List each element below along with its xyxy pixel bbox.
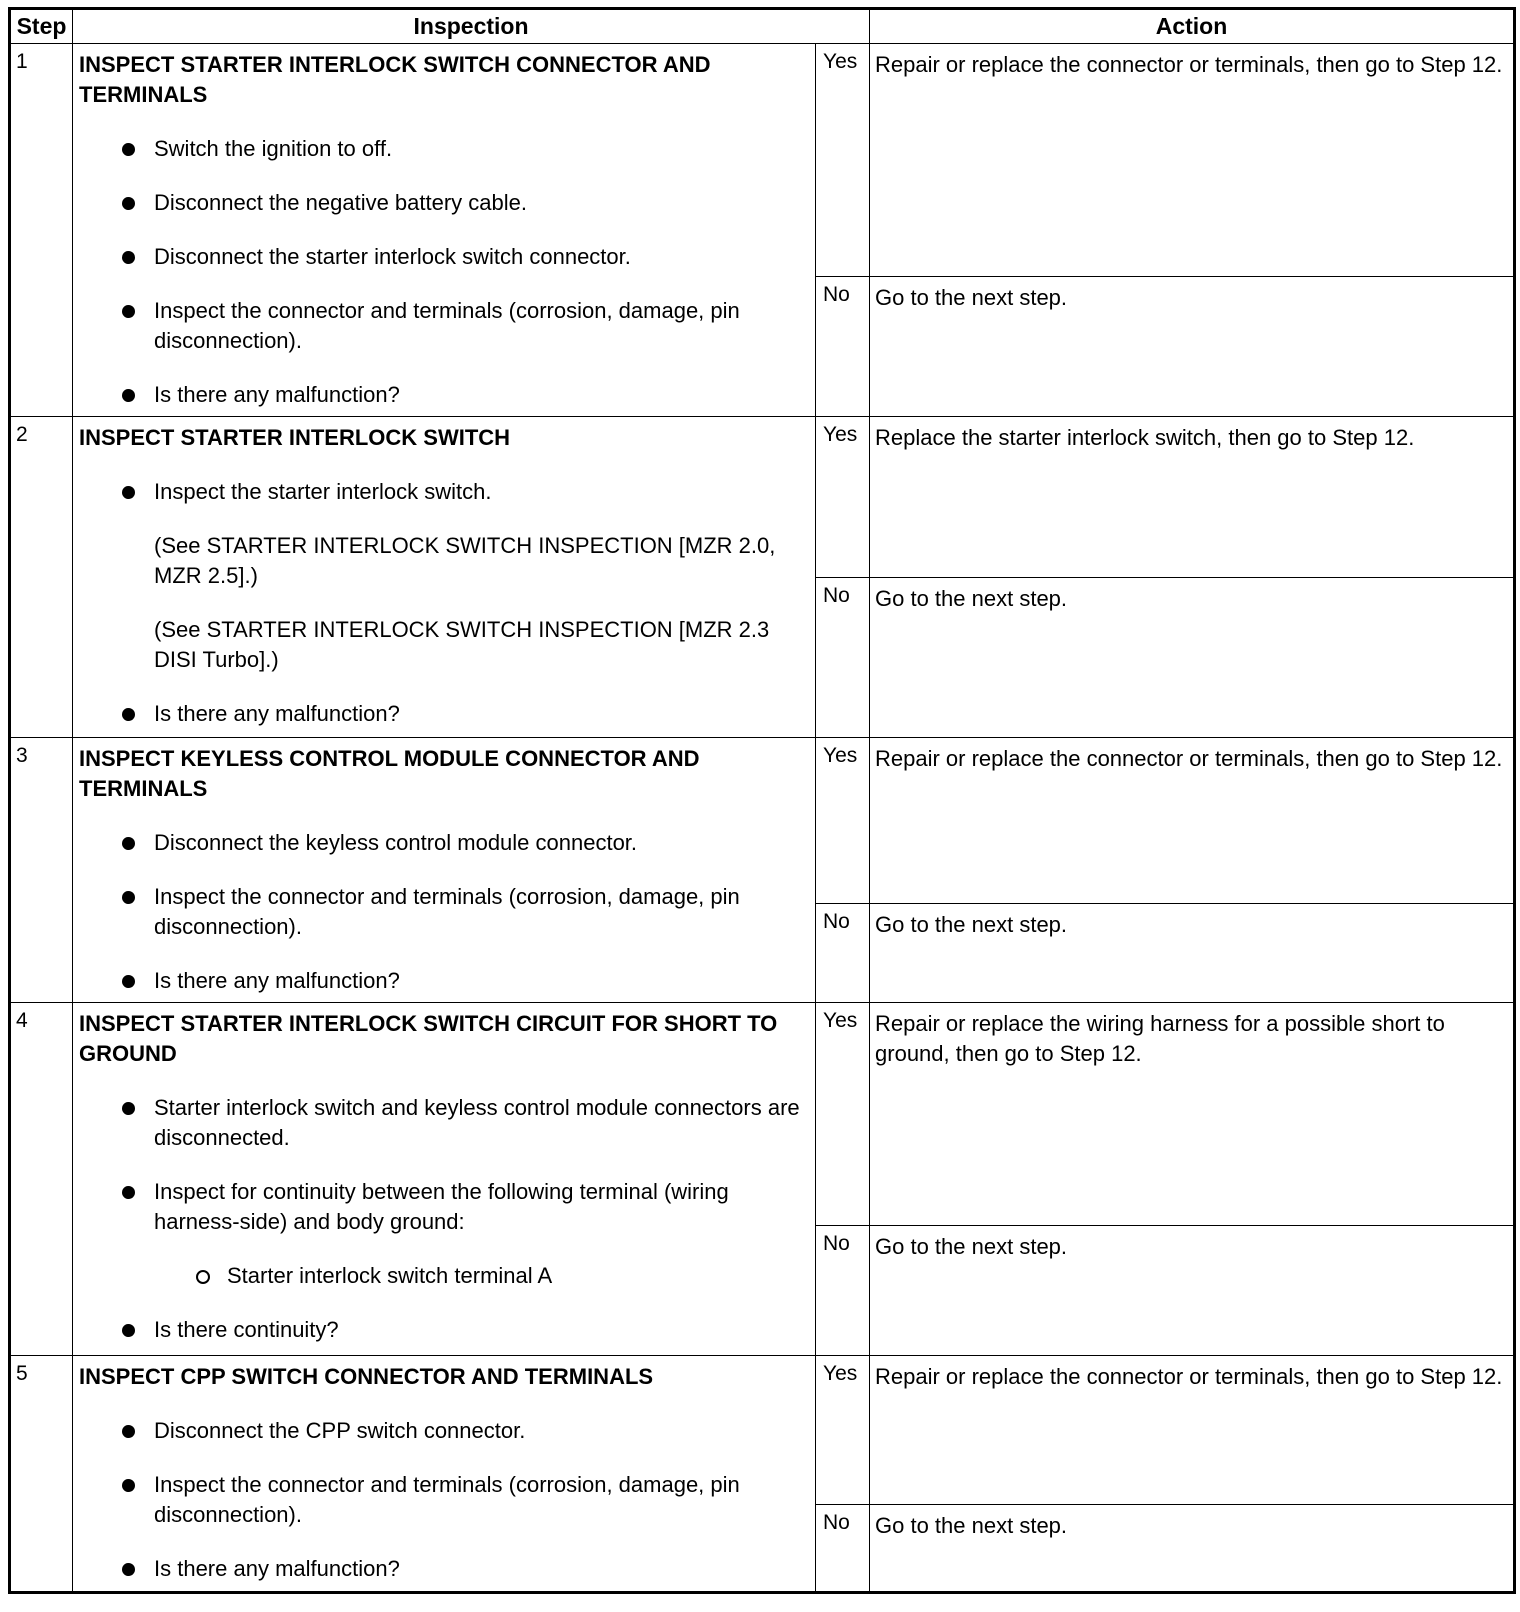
list-item: Starter interlock switch and keyless control module connectors are disconnected.: [79, 1093, 809, 1153]
yes-label: Yes: [816, 1356, 870, 1505]
bullet-icon: [122, 837, 135, 850]
inspection-cell: [73, 1356, 816, 1593]
step-number: 4: [10, 1003, 73, 1356]
bullet-icon: [122, 1186, 135, 1199]
step-title: INSPECT CPP SWITCH CONNECTOR AND TERMINALS: [79, 1364, 654, 1389]
table-row: [10, 1003, 1515, 1226]
inspection-cell: [73, 417, 816, 738]
bullet-icon: [122, 1102, 135, 1115]
header-step: Step: [10, 9, 73, 44]
bullet-icon: [122, 1425, 135, 1438]
step-number: 1: [10, 44, 73, 417]
list-item: Disconnect the starter interlock switch connector.: [79, 242, 809, 272]
yes-action: Replace the starter interlock switch, then go to Step 12.: [870, 417, 1515, 578]
list-item: Is there any malfunction?: [79, 699, 809, 729]
bullet-icon: [122, 1563, 135, 1576]
table-row: [10, 1356, 1515, 1505]
diagnostic-table: [8, 7, 1516, 1594]
no-label: No: [816, 578, 870, 738]
yes-label: Yes: [816, 44, 870, 277]
table-row: [10, 738, 1515, 904]
list-item: Is there any malfunction?: [79, 380, 809, 410]
no-action: Go to the next step.: [870, 578, 1515, 738]
list-item: Inspect the connector and terminals (corrosion, damage, pin disconnection).: [79, 882, 809, 942]
list-item: Disconnect the keyless control module connector.: [79, 828, 809, 858]
yes-action: Repair or replace the connector or terminals, then go to Step 12.: [870, 738, 1515, 904]
step-number: 5: [10, 1356, 73, 1593]
list-item: Is there any malfunction?: [79, 1554, 809, 1584]
bullet-icon: [122, 251, 135, 264]
bullet-icon: [122, 708, 135, 721]
no-action: Go to the next step.: [870, 904, 1515, 1003]
step-number: 2: [10, 417, 73, 738]
step-title: INSPECT KEYLESS CONTROL MODULE CONNECTOR AND TERMINALS: [79, 746, 700, 801]
header-inspection: Inspection: [73, 9, 870, 44]
list-item: Inspect the connector and terminals (corrosion, damage, pin disconnection).: [79, 296, 809, 356]
bullet-icon: [122, 486, 135, 499]
list-item: Is there any malfunction?: [79, 966, 809, 996]
step-title: INSPECT STARTER INTERLOCK SWITCH CONNECTOR AND TERMINALS: [79, 52, 711, 107]
no-label: No: [816, 904, 870, 1003]
step-number: 3: [10, 738, 73, 1003]
yes-action: Repair or replace the connector or terminals, then go to Step 12.: [870, 1356, 1515, 1505]
yes-label: Yes: [816, 738, 870, 904]
no-label: No: [816, 1226, 870, 1356]
table-row: [10, 417, 1515, 578]
header-action: Action: [870, 9, 1515, 44]
reference-note: (See STARTER INTERLOCK SWITCH INSPECTION [MZR 2.0, MZR 2.5].): [154, 533, 776, 588]
bullet-icon: [122, 891, 135, 904]
bullet-icon: [122, 143, 135, 156]
bullet-icon: [122, 1479, 135, 1492]
reference-note: (See STARTER INTERLOCK SWITCH INSPECTION [MZR 2.3 DISI Turbo].): [154, 617, 770, 672]
sub-list-item: Starter interlock switch terminal A: [79, 1261, 809, 1291]
yes-action: Repair or replace the wiring harness for a possible short to ground, then go to Step 12.: [870, 1003, 1515, 1226]
no-action: Go to the next step.: [870, 1226, 1515, 1356]
list-item: Disconnect the negative battery cable.: [79, 188, 809, 218]
header-row: [10, 9, 1515, 44]
list-item: Disconnect the CPP switch connector.: [79, 1416, 809, 1446]
bullet-icon: [122, 389, 135, 402]
table-row: [10, 44, 1515, 277]
yes-label: Yes: [816, 1003, 870, 1226]
bullet-icon: [122, 197, 135, 210]
no-label: No: [816, 1505, 870, 1593]
no-action: Go to the next step.: [870, 276, 1515, 416]
inspection-cell: [73, 1003, 816, 1356]
yes-action: Repair or replace the connector or terminals, then go to Step 12.: [870, 44, 1515, 277]
yes-label: Yes: [816, 417, 870, 578]
inspection-cell: [73, 44, 816, 417]
bullet-icon: [122, 1324, 135, 1337]
bullet-icon: [122, 305, 135, 318]
bullet-icon: [122, 975, 135, 988]
no-action: Go to the next step.: [870, 1505, 1515, 1593]
list-item: Inspect the starter interlock switch.: [79, 477, 809, 507]
inspection-cell: [73, 738, 816, 1003]
list-item: Inspect for continuity between the following terminal (wiring harness-side) and body ground:: [79, 1177, 809, 1237]
step-title: INSPECT STARTER INTERLOCK SWITCH CIRCUIT FOR SHORT TO GROUND: [79, 1011, 778, 1066]
list-item: Is there continuity?: [79, 1315, 809, 1345]
no-label: No: [816, 276, 870, 416]
list-item: Switch the ignition to off.: [79, 134, 809, 164]
list-item: Inspect the connector and terminals (corrosion, damage, pin disconnection).: [79, 1470, 809, 1530]
circle-bullet-icon: [196, 1270, 210, 1284]
step-title: INSPECT STARTER INTERLOCK SWITCH: [79, 425, 511, 450]
